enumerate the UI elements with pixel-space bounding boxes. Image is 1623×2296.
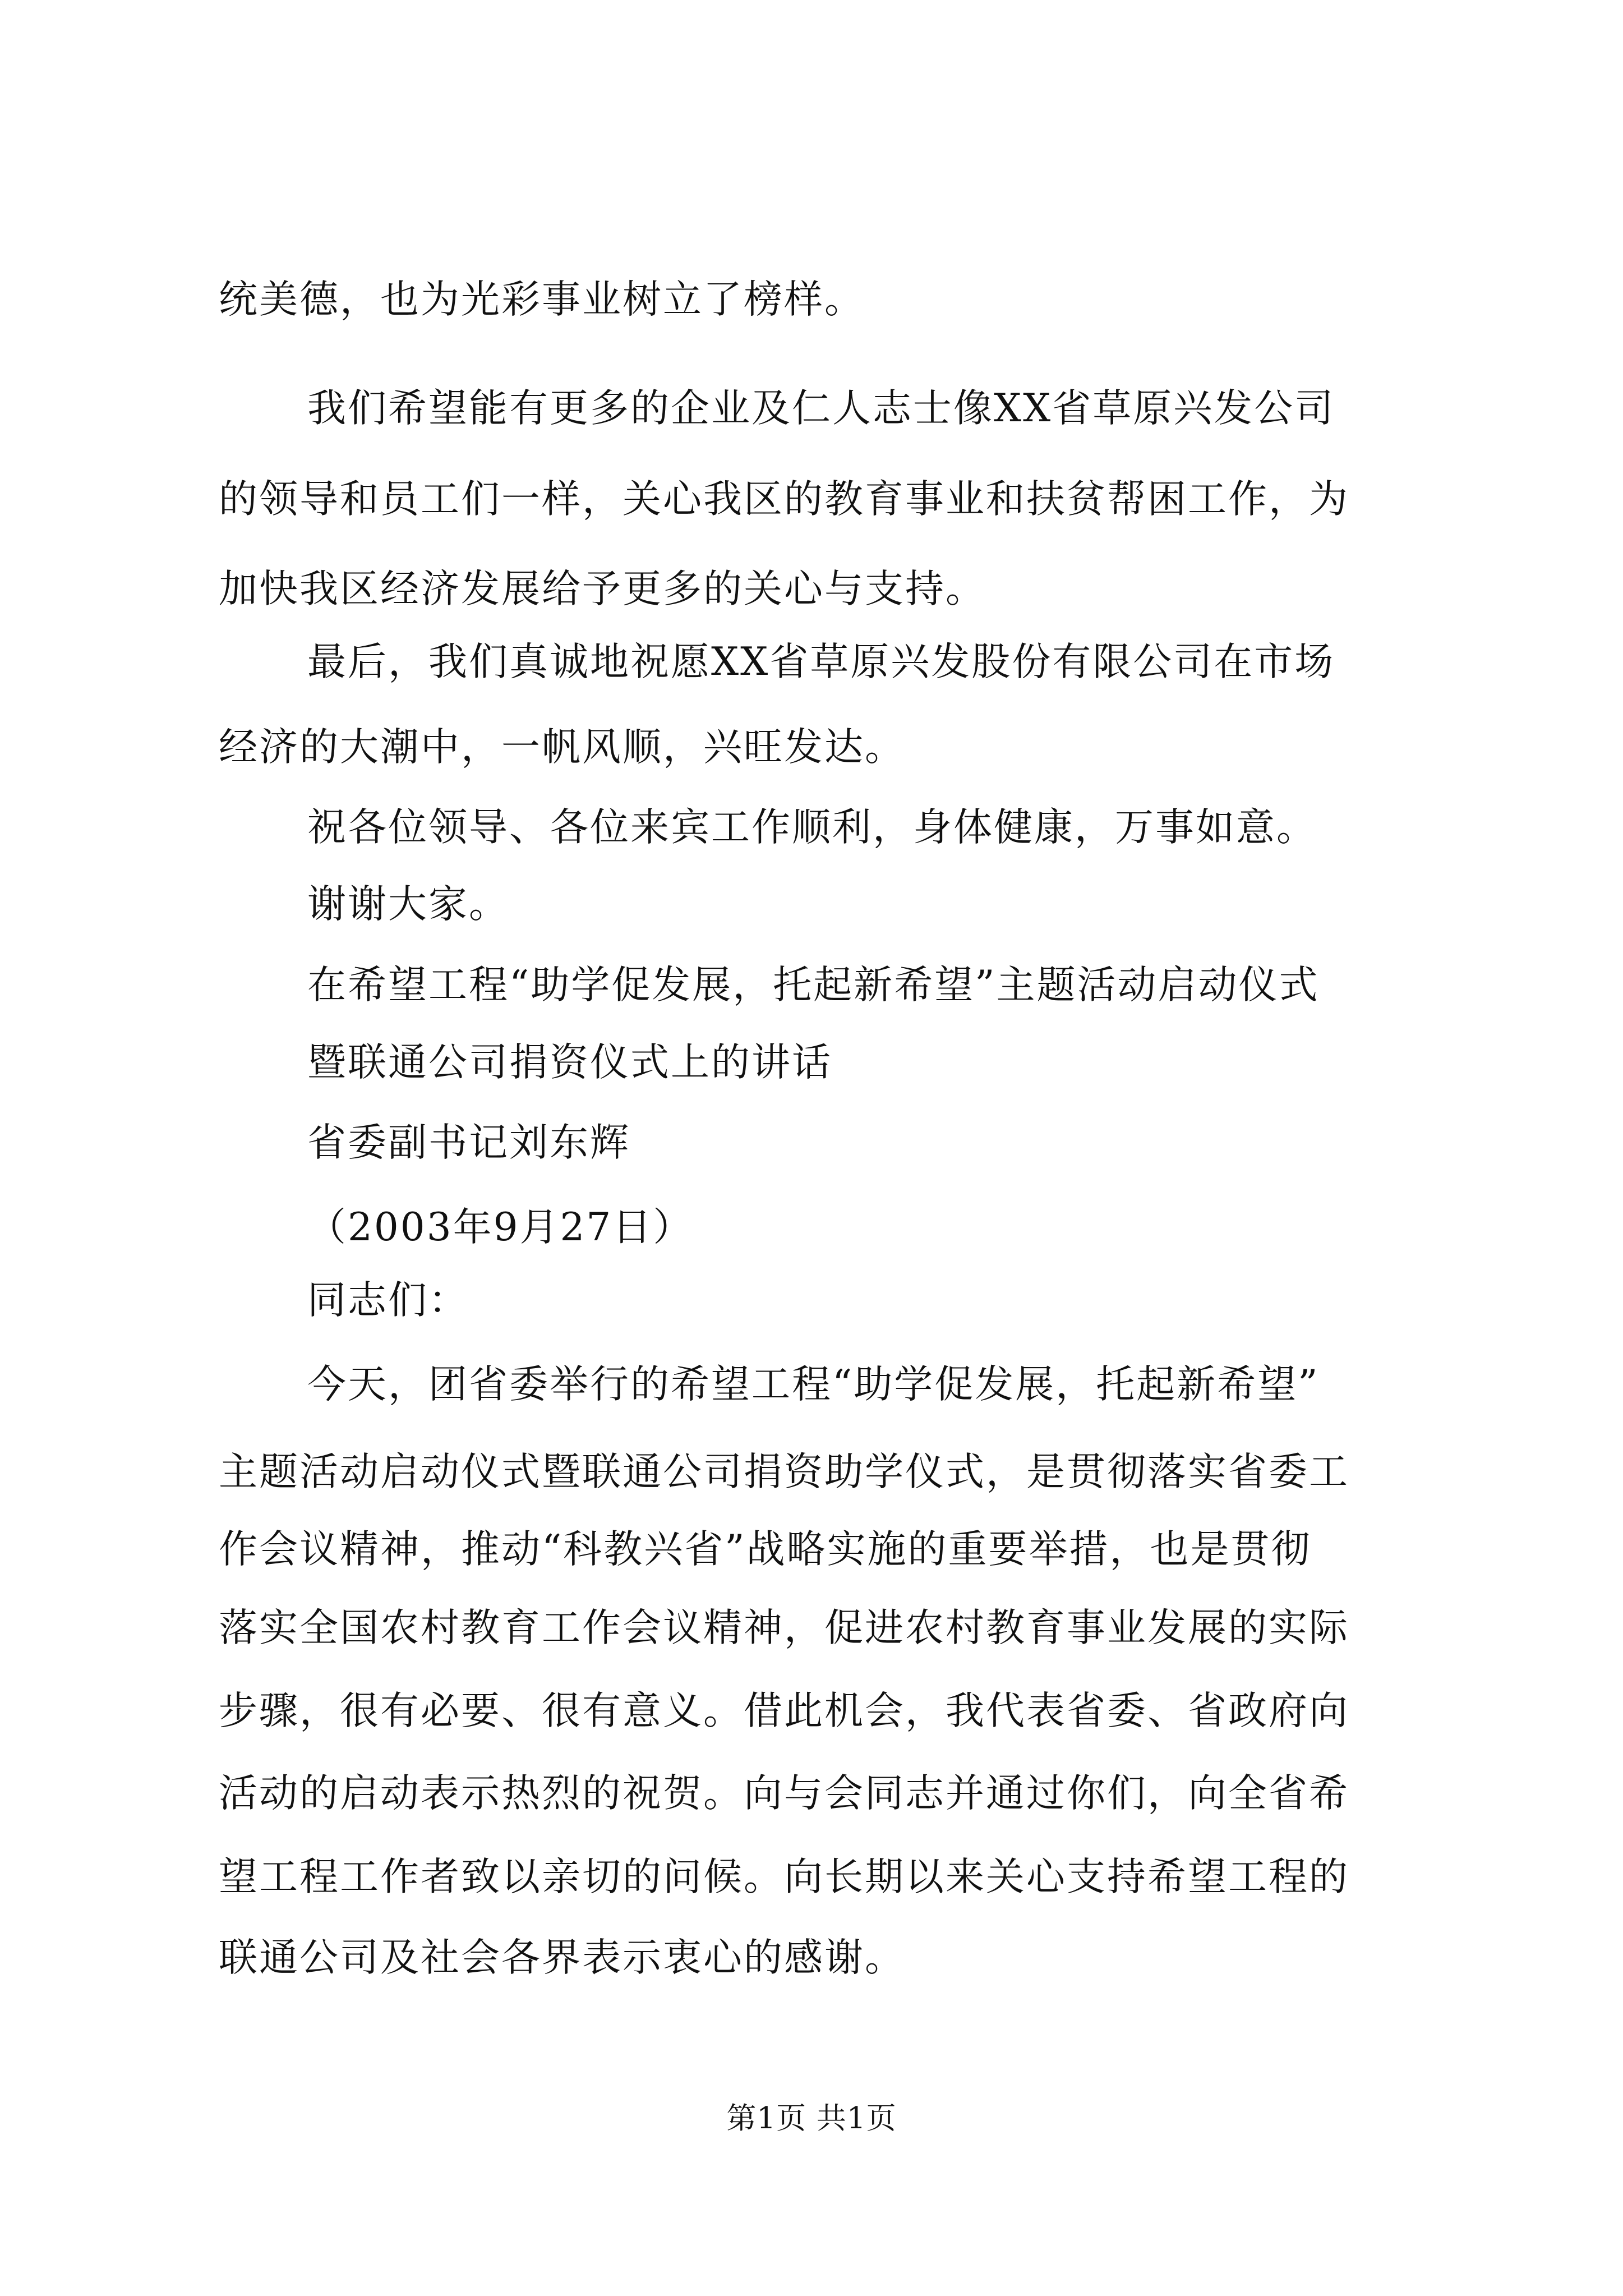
text-line: 最后，我们真诚地祝愿XX省草原兴发股份有限公司在市场 — [307, 639, 1335, 684]
text-line: 祝各位领导、各位来宾工作顺利，身体健康，万事如意。 — [307, 805, 1317, 850]
text-line: 主题活动启动仪式暨联通公司捐资助学仪式，是贯彻落实省委工 — [219, 1450, 1349, 1494]
text-line: 谢谢大家。 — [307, 882, 509, 927]
text-line: 省委副书记刘东辉 — [307, 1120, 630, 1165]
page-footer: 第1页 共1页 — [726, 2101, 897, 2136]
text-line: 的领导和员工们一样，关心我区的教育事业和扶贫帮困工作，为 — [219, 477, 1349, 522]
text-line: 联通公司及社会各界表示衷心的感谢。 — [219, 1935, 905, 1980]
text-line: 加快我区经济发展给予更多的关心与支持。 — [219, 567, 986, 611]
text-line: （2003年9月27日） — [307, 1205, 694, 1250]
text-line: 作会议精神，推动“科教兴省”战略实施的重要举措，也是贯彻 — [219, 1527, 1312, 1572]
text-line: 同志们： — [307, 1278, 469, 1323]
text-line: 落实全国农村教育工作会议精神，促进农村教育事业发展的实际 — [219, 1605, 1349, 1650]
text-line: 经济的大潮中，一帆风顺，兴旺发达。 — [219, 725, 905, 770]
text-line: 暨联通公司捐资仪式上的讲话 — [307, 1040, 832, 1085]
text-line: 在希望工程“助学促发展，托起新希望”主题活动启动仪式 — [307, 963, 1320, 1007]
text-line: 统美德，也为光彩事业树立了榜样。 — [219, 277, 865, 322]
text-line: 今天，团省委举行的希望工程“助学促发展，托起新希望” — [307, 1362, 1320, 1407]
text-line: 望工程工作者致以亲切的问候。向长期以来关心支持希望工程的 — [219, 1855, 1349, 1899]
text-line: 步骤，很有必要、很有意义。借此机会，我代表省委、省政府向 — [219, 1688, 1349, 1733]
text-line: 活动的启动表示热烈的祝贺。向与会同志并通过你们，向全省希 — [219, 1771, 1349, 1816]
text-line: 我们希望能有更多的企业及仁人志士像XX省草原兴发公司 — [307, 386, 1335, 431]
